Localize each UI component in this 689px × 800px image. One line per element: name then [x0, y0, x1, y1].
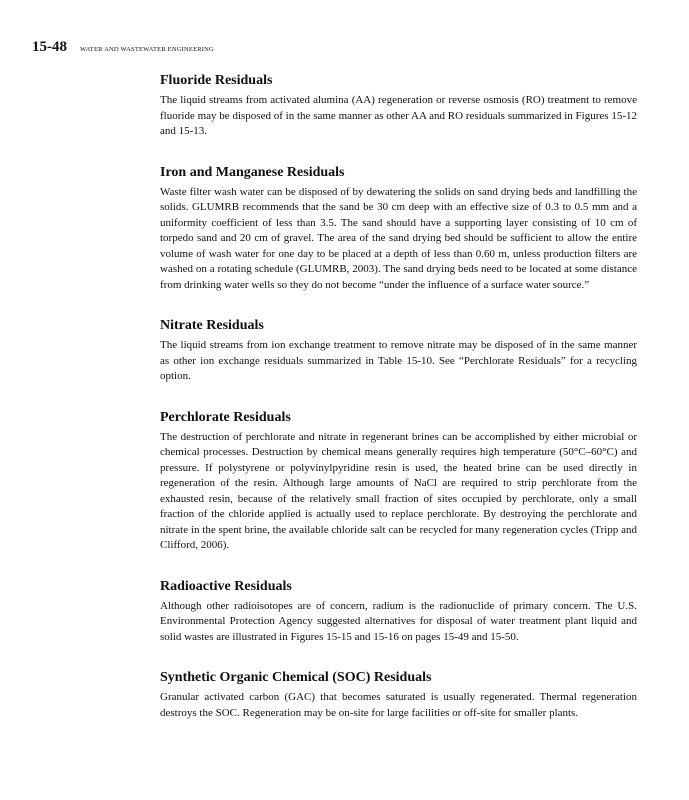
section-perchlorate-residuals	[160, 409, 637, 554]
section-heading: Radioactive Residuals	[160, 578, 292, 594]
section-heading: Iron and Manganese Residuals	[160, 164, 345, 180]
section-radioactive-residuals	[160, 578, 637, 646]
section-heading: Fluoride Residuals	[160, 73, 273, 88]
book-title: WATER AND WASTEWATER ENGINEERING	[80, 46, 214, 53]
section-heading: Synthetic Organic Chemical (SOC) Residuals	[160, 670, 432, 685]
page-number: 15-48	[32, 39, 67, 55]
section-paragraph: The destruction of perchlorate and nitrate in regenerant brines can be accomplished by either microbial or chemical processes. Destruction by chemical means generally requires high temperature (50°C–60°C) and pressure. If polystyrene or polyvinylpyridine resin is used, the heated brine can be used directly in regeneration of the resin. Although large amounts of NaCl are required to strip perchlorate from the exhausted resin, because of the relatively small fraction of sites occupied by perchlorate, only a small fraction of the chloride applied is actually used to replace perchlorate. By destroying the perchlorate and nitrate in the spent brine, the available chloride salt can be recycled for many regeneration cycles (Tripp and Clifford, 2006).	[160, 430, 637, 551]
running-header	[32, 39, 214, 56]
section-heading: Nitrate Residuals	[160, 318, 264, 333]
section-heading: Perchlorate Residuals	[160, 409, 291, 425]
section-paragraph: The liquid streams from activated alumina (AA) regeneration or reverse osmosis (RO) treatment to remove fluoride may be disposed of in the same manner as other AA and RO residuals summarized in Figures 15-12 and 15-13.	[160, 94, 637, 137]
section-paragraph: The liquid streams from ion exchange treatment to remove nitrate may be disposed of in the same manner as other ion exchange residuals summarized in Table 15-10. See “Perchlorate Residuals” for a recycling option.	[160, 339, 637, 382]
section-paragraph: Waste filter wash water can be disposed of by dewatering the solids on sand drying beds and landfilling the solids. GLUMRB recommends that the sand be 30 cm deep with an effective size of 0.3 to 0.5 mm and a uniformity coefficient of less than 3.5. The sand should have a supporting layer consisting of 10 cm of torpedo sand and 20 cm of gravel. The area of the sand drying bed should be sufficient to allow the entire volume of wash water for one day to be placed at a depth of less than 0.60 m, unless production filters are washed on a rotating schedule (GLUMRB, 2003). The sand drying beds need to be located at some distance from drinking water wells so they do not become “under the influence of a surface water source.”	[160, 185, 637, 291]
section-paragraph: Granular activated carbon (GAC) that becomes saturated is usually regenerated. Thermal regeneration destroys the SOC. Regeneration may be on-site for large facilities or off-site for smaller plants.	[160, 691, 637, 719]
section-iron-manganese-residuals	[160, 164, 637, 294]
section-nitrate-residuals	[160, 317, 637, 385]
page-body	[160, 72, 637, 745]
section-fluoride-residuals	[160, 72, 637, 140]
section-paragraph: Although other radioisotopes are of concern, radium is the radionuclide of primary concern. The U.S. Environmental Protection Agency suggested alternatives for disposal of water treatment plant liquid and solid wastes are illustrated in Figures 15-15 and 15-16 on pages 15-49 and 15-50.	[160, 599, 637, 643]
section-soc-residuals	[160, 669, 637, 721]
